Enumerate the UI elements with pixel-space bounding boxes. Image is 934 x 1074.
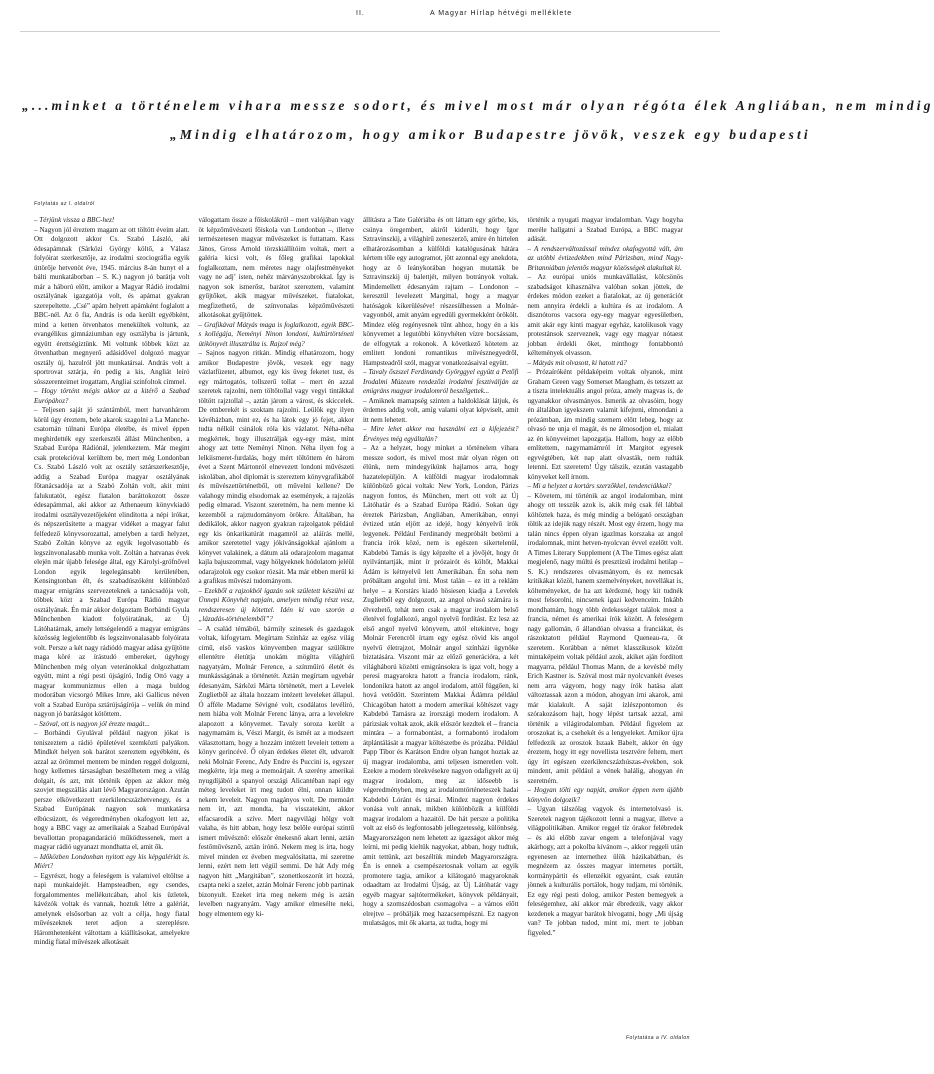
- interview-question: – Hogyan tölti egy napját, amikor éppen nem újább könyvön dolgozik?: [527, 786, 683, 804]
- supplement-title: A Magyar Hírlap hétvégi melléklete: [430, 10, 573, 17]
- interview-question: – Mire lehet akkor ma használni ezt a kifejezést? Érvényes még egyáltalán?: [363, 425, 519, 443]
- interview-answer: – Ugyan tálszólag vagyok és internetolvasó is. Szeretek nagyon tájékozott lenni a magyar, illetve a világpolitikában. Amikor reggel tíz órakor felébredek – és aki előbb zavar engem a telefonjával vagy akárhogy, azt a pokolba kívánom –, akkor reggeli után egyenesen az internethez ülök házikabátban, és megnézem az összes magyar internetes portált, kormánypártit és ellenzékit egyaránt, csak ezután jönnek a kulturális portálok, hogy tudjam, mi történik. Ez egy régi pesti dolog, amikor Pesten bemegyek a feleségemhez, aki akkor már ébredezik, vagy akkor kezdenek a magyar barátok hívogatni, hogy „Mi újság van? Te jobban tudod, mint mi, mert te jobban figyeled.”: [527, 805, 683, 937]
- headline-line-2: „Mindig elhatározom, hogy amikor Budapestre jövök, veszek egy budapesti: [170, 127, 811, 142]
- interview-question: – Tavaly őszszel Ferdinandy Györggyel együtt a Petőfi Irodalmi Múzeum rendezőzi irodalmi fesztiválján az emigráns magyar irodalomról beszélgettek...: [363, 368, 519, 395]
- interview-answer: történik a nyugati magyar irodalomban. Vagy hogyha meréle hallgatni a Szabad Európa, a BBC magyar adását.: [527, 216, 683, 243]
- article-column-3: [363, 216, 519, 1031]
- page-header: [0, 10, 720, 24]
- interview-answer: – Nagyon jól éreztem magam az ott töltött éveim alatt. Ott dolgozott akkor Cs. Szabó László, aki édesapámnak (Sárközi György költő, a Válasz folyóirat szerkesztője, az irodalmi szociográfia egyik úttörője hetvenöt éve, 1945. március 8-án hunyt el a bálti munkatáborban – S. K.) nagyon jó barátja volt már a háború előtt, amikor a Magyar Rádió irodalmi osztályának igazgatója volt, és apámat gyakran szerepeltette. „Csé” apám helyett apámként foglalott a BBC-nél. Az ő fia, András is oda került egyébként, mind a ketten ötvenhatos menekültek voltunk, az evangélikus gimnáziumban egy osztályba is jártunk, együtt érettségiztünk. Mi voltunk többek közt az ötvenhatban megnyerő adásidővel dolgozó magyar osztály új, hazulról jött munkatársai. András volt a sportrovat sztárja, én pedig a kis, Angliát leíró sósszerenteimet írogattam, Angliai szinfoltok címmel.: [34, 225, 190, 386]
- interview-question: – Grafikával Mátyás maga is foglalkozott, egyik BBC-s kollégája, Neményi Ninon londoni, kultúrtörténeti útikönyvét illusztrálta is. Rajzol még?: [198, 320, 354, 348]
- continued-from-note: Folytatás az I. oldalról: [34, 201, 95, 207]
- interview-answer: – Prózaíróként példaképeim voltak olyanok, mint Graham Green vagy Somerset Maugham, és tetszett az a tiszta intelektuális angol próza, amely magvas is, de ugyanakkor olvasmányos. Ismerik az olvasóim, hogy én általában igyekszem valamit kifejteni, elmondani a prózámban, ám mindig szemem előtt lebeg, hogy az olvasó ne unja el magát, és ne álmosodjon el, mialatt az én könyveimet lapozgatja. Hallom, hogy az előbb említettem, nagymamámról írt Margitot egyesek egyvégtében, két nap alatt olvasták, nem tudták letenni. Ezt szeretem! Úgy tálszik, ezután vastagabb könyveket kell írnom.: [527, 368, 683, 481]
- article-column-4: [528, 216, 684, 1031]
- interview-question: – Mátyás mit olvasott, ki hatott rá?: [527, 358, 627, 367]
- interview-answer: – Amiknek mamapség szinten a haldoklását látjuk, és érdemes addig volt, amíg valami olyat képviselt, amit itt nem lehetett.: [363, 396, 519, 424]
- interview-answer: – Követem, mi történik az angol irodalomban, mint ahogy ott tesszük azok is, akik még csak fél lábbal költöztek haza, és még mindig a belógató országban töltik az idejük nagy részét. Most egy érzem, hogy ma talán nincs éppen olyan igazlmas korszaka az angol irodalomnak, mint hetven-nyolcvan évvel ezelőtt volt. A Times Literary Supplement (A The Times egész alatt megjelenő, nagy múltú és presztízsű irodalmi hetilap – S. K.) rendszeres olvasmányom, és ez nemcsak kritikákat közöl, hanem szemelvényeket, novellákat is, költeményeket, de ha azt kérdezné, hogy kit tudnék most felsorolni, nincsenek igazi kedvenceim. Inkább mondhatnám, hogy több érdekességet találok most a francia, német és amerikai írók között. A feleségem nagy gallomán, ő állandóan olvassa a franciákat, és rászoktatott például Raymond Queneau-ra, őt szeretem. Korábban a német klasszikusok között mintaképeim voltak például azok, akiket aján fordított magyarra, például Thomas Mann, de a kevésbé mély Erich Kastner is. Szóval most már nyolcvankét éveses nem arra vágyom, hogy nagy írók hatása alatt változtassak azon a módon, ahogyan írni akarok, ami már kialakult. A saját ízlészpontomon és szórakozásom hajt, hogy lépést tartsak azzal, ami történik a világirodalomban. Például figyelem az oroszokat is, a csehekét és a lengyeleket. Amikor újra felfedezik az oroszok Iszaak Babelt, akkor én úgy éreztem, hogy itt egy novellista tesztvére feltem, mert úgy írt egészen ezerkilencszázhúszas-években, sok mindent, amit például a vének halálig, ahogyan én szeretném.: [527, 491, 683, 785]
- interview-answer: válogattam össze a főiskolákról – mert valójában vagy öt képzőművészeti főiskola van Londonban –, illetve természetesen magyar művészeket is futtattam. Kass János, Gross Arnold törzskiállítóim voltak, mert a galéria kicsi volt, és főleg grafikai lapokkal foglalkoztam, nem méretes nagy olajfestményeket vagy ne adj’ isten, nehéz márványszobrokkal. Így is nagyon sok ismerőst, barátot szereztem, valamint gyűjtőket, akik magyar művészeket, fiatalokat, megfizethető, de színvonalas képzőművészeti alkotásokat gyűjtöttek.: [198, 216, 354, 319]
- interview-question: – Szóval, ott is nagyon jól érezte magát...: [34, 719, 150, 728]
- article-column-2: [199, 216, 355, 1031]
- interview-answer: – Borbándi Gyulával például nagyon jókat is teniszeztem a rádió épületével szemközti palyákon. Mindkét helyen sok barátot szereztem egyébként, és azzal az örömmel mentem be minden reggel dolgozni, hogy kellemes társaságban beszélhetem meg a világ dolgait, és azt, mit történik éppen az akkor még szovjet megszállás alatt lévő Magyarországon. Azután persze elkövetkezett ezerkilencszázhetvenegy, és a Szabad Európának nagyon sok munkatársa elbúcsúzott, és végeredményben okafogyott lett az, hogy a BBC vagy az amerikaiak a Szabad Európával bevallottan propagandaráció működtessenek, mert a magyar rádió ugyanazt mondhatta el, amit ők.: [34, 729, 190, 851]
- interview-question: – A rendszerváltozással mindez okafogyottá vált, ám az utóbbi évtizedekben mind Párizsban, mind Nagy-Britanniában jelentős magyar közösségek alakultak ki.: [527, 244, 683, 272]
- interview-question: – Térjünk vissza a BBC-hez!: [34, 216, 115, 224]
- page-number: II.: [356, 10, 365, 17]
- interview-answer: – Az a helyzet, hogy minket a történelem vihara messze sodort, és mivel most már olyan régen ott élünk, nem mindegyikünk hajlamos arra, hogy hazatelepüljön. A külföldi magyar irodalomnak különböző gócai voltak: New York, London, Párizs nagyon fontos, és München, mert ott volt az Új Látóhatár és a Szabad Európa Rádió. Sokan úgy éreztek Párizsban, Angliában, Amerikában, ennyi évtized után eljött az idejé, hogy kényelvű írók legyenek. Például Ferdinandy megpróbált betörni a francia írók közé, nem is egészen sikertelenül, Kabdebó Tamás is úgy képzelte el a jövőjét, hogy őt nyilvántartják, mint ír prózairót és költőt, Makkai Ádám is kétnyelvű lett Amerikában. Én soha nem próbáltam angolul írni. Most talán – ez itt a reklám helye – a Korstárs kiadó hösiesen kiadja a Levelek Zuglietből egy dolgozott, az angol olvasó számára is élvezhető, tehát nem csak a magyar irodalom belső életével foglalkozó, angol nyelvű fordítást. Ez lesz az első angol nyelvű könyvem, attól eltekintve, hogy Molnár Ferencről írtam egy egész rövid kis angol nyelvű életrajzot, Molnár angol színházi ügynöke biztatására. Viszont már az előző generációra, a két világháború közötti emigránsokra is igaz volt, hogy a peresi magyarokra hatott a francia irodalom, ránk, londonikra hatott az angol irodalom, attól függően, ki hová vetődött. Szerintem Makkai Ádámra például Chicagóban hatott a modern amerikai költészet vagy Kabdebó Tamásra az írországi modern irodalom. A párizsiak voltak azok, akik először kezdtek el – francia mintára – a formabontást, a formabontó irodalom átplántálását a magyar költészetbe és prózába. Például Papp Tibor és Karátson Endre olyan hangot hoztak az új magyar irodalomba, ami teljesen ismeretlen volt. Ezekre a modern törekvésekre nagyon odafigyelt az új magyar irodalom, meg az időseebb is végeredményben, meg az irodalomtörténeteszek hadai Kabdebó Lóránt és társai. Mindez nagyon érdekes vonása volt annak, mikben különbözik a külföldi magyar irodalom a hazaitól. De hát persze a politika volt az első és legfontosabb jellegzetesség, különbség. Magyarországon nem lehetett az igazságot akkor még leírni, mi pedig kieltük nagyokat, abban, hogy tudtuk, amit tettünk, azt beszéltük mindeb Magyarországra. Én is ennek a csempészetosnak voltam az egyik promotere tagja, amikor a kilátogató magyaroknak odaadtam az Irodalmi Újság, az Új Látóhatár vagy egyéb magyar sajtótermékeket, könyvek példányait, hogy a szomszédosban csomagolva – a vámos előtt elrejtve – próbálják meg hazacsempészni. Ez nagyon mulatságos, mit ők akarta, az tudta, hogy mi: [363, 444, 519, 927]
- interview-answer: – Egyrészt, hogy a feleségem is valamivel eltöltse a napi munkaidejét. Hampsteadben, egy csendes, forgalommentes mellékutcában, ahol kis üzletek, kávézók voltak és vannak, hoztuk létre a galériát, amelynek elsősorban az volt a célja, hogy fiatal művészeknek teret adjon a szereplésre. Háromhetenként váltottam a kiállításokat, amelyekre mindig fiatal művészek alkotásait: [34, 871, 190, 946]
- interview-question: – Ezekből a rajzokból ígazán sok született készülni az Ünnepi Könyvhét napjain, amelyen mindig részt vesz, rendszeresen új kötettel. Idén ki van szorón a „lázadás-történelemből”?: [198, 586, 354, 623]
- article-column-1: [34, 216, 190, 1031]
- article-body: [34, 216, 684, 1031]
- interview-answer: állításra a Tate Galériába és ott láttam egy görbe, kis, csúnya öregembert, akiről kiderült, hogy Igor Sztravinszkij, a világhírű zeneszerző, amire én hirtelen elhatározásomban a külföldi katalógusának hátára kértem tőle egy autogramot, jött azonnal egy anekdota, hogy az ő leánykorában hogyan mutatták be Sztravinszkij új balettjét, milyen botrányok voltak. Mindemellett édesanyám rajtam – Londonon – keresztül levelezett Margittal, hogy a magyar hatóságok kikerüléséve! részesülhessen a Molnár-vagyonból, amit anyám egyedüli gyermekként örökölt. Mindez elég regényesnek tűnt ahhoz, hogy én a kis könyvemet a legutóbbi könyvhéten vízre bocsássam, de elfogytak a rokonok. A következő kötetem az emlitett londoni romantikus művésznegyedről, Hampsteadről szól, magyar vonatkozásaival együtt.: [363, 216, 519, 367]
- continued-to-note: Folytatása a IV. oldalon: [626, 1035, 690, 1041]
- interview-answer: – Az európai uniós munkavállalást, kölcsönös szabadságot kihasználva valóban sokan jöttek, de érdekes módon ezeket a fiatalokat, az új generációt nem annyira érdekli a kultúra és az irodalom. A disznótoros vacsora egy-egy magyar egyesületben, amit akár egy kinti magyar egyház, katolikusok vagy protestánsok szerveznek, vagy egy magyar nótaest jobban érdekli őket, minthogy fontabbontó kéltemények olvasson.: [527, 273, 683, 357]
- interview-answer: – Teljesen saját jó szántámból, mert hatvanhárom körül úgy éreztem, bele akarok szagolni a La Manche-csatornán túlnani Európa életébe, és mivel éppen meghirdették egy szerkesztői állást Münchenben, a Szabad Európa Rádiónál, jelentkeztem. Már megint csak protekcióval kerültem be, mert még Londonban Cs. Szabó László volt az osztály sztárszerkesztője, addig a Szabad Európa magyar osztályának főtanácsadója az a Szabó Zoltán volt, akit mint falukutatót, egész fiatalon baráttokozott össze édesapámmal, aki akkor az Athenaeum könyvkiadó irodalmi osztályvezetőjeként elindította a népi írókat, és népszerűsítette a magyar vidéket a magyar falut felfedező könyvsorozattal, amelyben a tardi helyzet, Szabó Zoltán könyve az egyik legolvasottabb és legszínvonalasabb munka volt. Zoltán a hatvanas évek elején már újabb felesége által, egy Károlyi-grófnővel London egyik legelegánsabb kerületében, Kensingtonban élt, és szabadúszóként különböző magyar emigráns szervezeteknek a tanácsadója volt, többek közt a Szabad Európa Rádió magyar osztályának. Én már akkor dolgoztam Borbándi Gyula Münchenben kiadott folyóiratának, az Új Látóhatárnak, amely lettségelendő a magyar emigráns közösség legjelentőbb és legszínvonalasabb folyóirata volt. Persze a két nagy rádiódó magyar adása gyűjtötte maga köré az írástudó embereket, úgyhogy Münchenben még olyan veteránokkal dolgozhattam együtt, mint a régi pesti újságíró, Indig Ottó vagy a magyar kommunizmus ellen a maga buldog modorában vicsorgó Mikes Imre, aki Gallicus néven volt a Szabad Európa sztárújságírója – velük én mind nagyon jó barátságot kötöttem.: [34, 406, 190, 718]
- interview-answer: – Sajnos nagyon ritkán. Mindig elhatározom, hogy amikor Budapestre jövök, veszek egy nagy vázlatfüzetet, albumot, egy kis üveg feketet tust, és egy mártogatós, tollszerű tollat – mert én azzal szeretek rajzolni, nem töltőtollal vagy vegyi tintákkal töltött rajztollal –, aztán járom a várost, és skiccelek. De emberekét is szoktam rajzolni. Leülök egy ilyen kávéházban, mint ez, és ha látok egy jó fejet, akkor tudta nélkül csinálok róla kis vázlatot. Néha-néha megkértek, hogy illusztráljak egy-egy mást, mint ahogy azt tette Neményi Ninon. Néha ilyen fog a lelkiismeret-furdalás, hogy mért töltöttem én három évet a Szent Mártonról elnevezett londoni művészeti iskolában, ahol diplomát is szereztem könyvgrafikából és művészettörténetből, ott művelni kellene? De valahogy mindig elsodornak az események, a rajzolás pedig elmarad. Viszont szeretném, ha nem menne ki kezemből a rajztudományom örökre. Általában, ha dedikálok, akkor nagyon gyakran rajzolgatok például egy kis önkarikatúrát magamról az aláírás mellé, amikor szeretettel vagy jókívánságokkal ajánlom a könyvet valakinek, a dátum alá odarajzolom magamat kajla bajuszommal, vagy hölgyeknek hódolatom jeléül odarajzolok egy csokor rózsát. Ma már ebben merül ki a grafikus művészi tudományom.: [198, 349, 354, 585]
- interview-question: – Hogy történt mégis akkor az a kitérő a Szabad Európához?: [34, 387, 190, 405]
- header-rule: [20, 31, 720, 32]
- interview-answer: – A család témából, bármily szinesek és gazdagok voltak, kifogytam. Megírtam Színház az egész világ című, első vaskos könyvemben magyar szülőktre ellentétre életútja unokám mögítta világhírű nagyatyám, Molnár Ference, a színműíró életét és munkásságának a történetét. Aztán megírtam ugyebár édesanyám, Sárközi Márta történetét, mert a Levelek Zuglietből az általa hozzam intézett leveleket állapul. Ó afféle Madame Sévigné volt, csodálatos levélíró, nem hiába volt Molnár Ferenc lánya, arra a levelekre alapozott a könyvemet. Tavaly soroza került a nagymamám is, Vészi Margit, és ismét az a modszert választottam, hogy a hozzám intézett leveleit tettem a könyv gerincévé. Ő olyan érdekes életet élt, udvarolt neki Molnár Ferenc, Ady Endre és Puccini is, egyszer megkérte, írja meg a memoárjait. A szerény amerikai nyugdíjából a spanyol országi Alicantéban napi egy méteg leveleket írt meg tudott élni, onnan küldte nekem leveleit. Nagyon magányos volt. De memoárt nem írt, azt mondta, ha visszatekint, akkor elfacsarodik a szíve. Mert nagyvilági hölgy volt valaha, és hitt abban, hogy lesz belőle európai szintű ismert művésznő: először énekesnő akart lenni, aztán festőművésznő, aztán írónő. Nekem meg is írta, hogy mivel minden ez éveben megvalósítatta, mi szeretne lenni, ezért nem lett végül semmi. De hát Ady még nagyon hitt „Margitában”, szonettkoszorút írt hozzá, csapta neki a szelet, aztán Molnár Ferenc jobb partinak bizonyult. Ezeket írta meg nekem még is aztán levelben nagyanyám. Vagy amikor elmesélte neki, hogy elmentem egy ki-: [198, 624, 354, 918]
- interview-question: – Mi a helyzet a kortárs szerzőkkel, tendenciákkal?: [527, 482, 672, 490]
- interview-question: – Időközben Londonban nyitott egy kis képgalériát is. Miért?: [34, 852, 190, 870]
- headline-line-1: „...minket a történelem vihara messze sodort, és mivel most már olyan régóta élek Angliában, nem mindig: [22, 98, 934, 113]
